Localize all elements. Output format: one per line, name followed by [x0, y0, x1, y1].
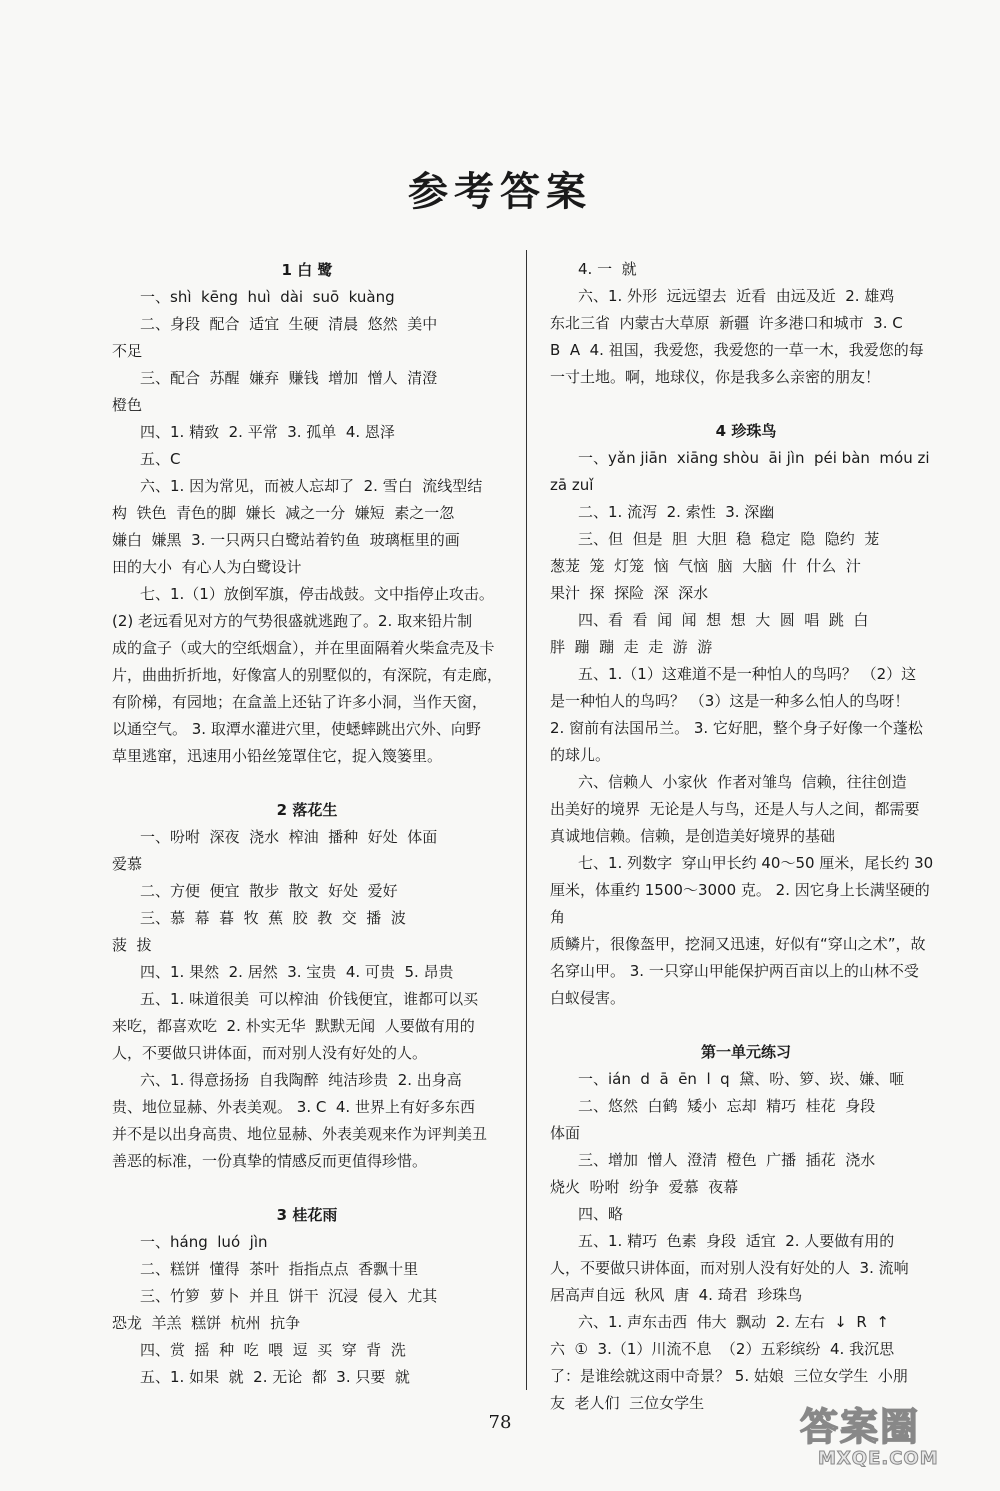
answer-line: 善恶的标准，一份真挚的情感反而更值得珍惜。	[112, 1152, 428, 1170]
answer-line: 居高声自远 秋风 唐 4. 琦君 珍珠鸟	[550, 1286, 803, 1304]
answer-line: 片，曲曲折折地，好像富人的别墅似的，有深院，有走廊，	[112, 666, 503, 684]
section-title: 1 白 鹭	[281, 261, 333, 279]
answer-line: 三、竹箩 萝卜 并且 饼干 沉浸 侵入 尤其	[140, 1287, 438, 1305]
answer-line: 4. 一 就	[578, 260, 637, 278]
answer-line: 二、糕饼 懂得 茶叶 指指点点 香飘十里	[140, 1260, 419, 1278]
answer-line: 六、1. 因为常见，而被人忘却了 2. 雪白 流线型结	[140, 477, 483, 495]
answer-line: 五、1. 精巧 色素 身段 适宜 2. 人要做有用的	[578, 1232, 895, 1250]
section-body	[112, 824, 502, 1175]
answer-line: 一、yǎn jiān xiāng shòu āi jìn péi bàn móu zi	[578, 449, 930, 467]
section-title: 3 桂花雨	[276, 1206, 338, 1224]
answer-line: 六、1. 外形 远远望去 近看 由远及近 2. 雄鸡	[578, 287, 895, 305]
answer-line: 质鳞片，很像盔甲，挖洞又迅速，好似有“穿山之术”，故	[550, 935, 926, 953]
answer-line: 四、1. 果然 2. 居然 3. 宝贵 4. 可贵 5. 昂贵	[140, 963, 454, 981]
answer-line: 果汁 探 探险 深 深水	[550, 584, 709, 602]
section-title: 第一单元练习	[700, 1043, 791, 1061]
answer-line: 的球儿。	[550, 746, 611, 764]
answer-line: 来吃，都喜欢吃 2. 朴实无华 默默无闻 人要做有用的	[112, 1017, 475, 1035]
answer-line: 成的盒子（或大的空纸烟盒），并在里面隔着火柴盒壳及卡	[112, 639, 495, 657]
answer-line: 七、1.（1）放倒军旗，停击战鼓。文中指停止攻击。	[140, 585, 494, 603]
answer-line: 五、1. 如果 就 2. 无论 都 3. 只要 就	[140, 1368, 410, 1386]
answer-line: 三、增加 憎人 澄清 橙色 广播 插花 浇水	[578, 1151, 876, 1169]
page-title: 参考答案	[408, 168, 592, 215]
answer-line: 是一种怕人的鸟吗？ （3）这是一种多么怕人的鸟呀！	[550, 692, 910, 710]
answer-line: 五、1. 味道很美 可以榨油 价钱便宜，谁都可以买	[140, 990, 479, 1008]
section-1-bailu	[112, 256, 502, 770]
section-title: 4 珍珠鸟	[715, 422, 777, 440]
answer-line: 六、1. 得意扬扬 自我陶醉 纯洁珍贵 2. 出身高	[140, 1071, 462, 1089]
section-body	[112, 284, 502, 770]
section-3-guihuayu	[112, 1201, 502, 1391]
section-title: 2 落花生	[276, 801, 338, 819]
answer-line: 胖 蹦 蹦 走 走 游 游	[550, 638, 713, 656]
watermark-url: MXQE.COM	[818, 1448, 939, 1469]
answer-line: 爱慕	[112, 855, 143, 873]
answer-line: 二、方便 便宜 散步 散文 好处 爱好	[140, 882, 398, 900]
answer-line: 真诚地信赖。信赖，是创造美好境界的基础	[550, 827, 836, 845]
answer-line: 嫌白 嫌黑 3. 一只两只白鹭站着钓鱼 玻璃框里的画	[112, 531, 460, 549]
column-divider	[526, 250, 527, 1390]
answer-line: 白蚁侵害。	[550, 989, 626, 1007]
answer-line: 三、但 但是 胆 大胆 稳 稳定 隐 隐约 茏	[578, 530, 880, 548]
right-column	[550, 256, 942, 1417]
answer-line: 二、悠然 白鹤 矮小 忘却 精巧 桂花 身段	[578, 1097, 876, 1115]
answer-line: 草里逃窜，迅速用小铅丝笼罩住它，捉入篾篓里。	[112, 747, 443, 765]
answer-line: 构 铁色 青色的脚 嫌长 减之一分 嫌短 素之一忽	[112, 504, 455, 522]
section-2-luohuasheng	[112, 796, 502, 1175]
answer-line: 人，不要做只讲体面，而对别人没有好处的人。	[112, 1044, 428, 1062]
answer-line: 三、慕 幕 暮 牧 蕉 胶 教 交 播 波	[140, 909, 406, 927]
section-body	[550, 445, 942, 1012]
answer-line: 一寸土地。啊，地球仪，你是我多么亲密的朋友！	[550, 368, 881, 386]
section-3-continued	[550, 256, 942, 391]
answer-line: 了：是谁绘就这雨中奇景？ 5. 姑娘 三位女学生 小朋	[550, 1367, 908, 1385]
answer-line: 七、1. 列数字 穿山甲长约 40～50 厘米，尾长约 30	[578, 854, 934, 872]
answer-line: 以通空气。 3. 取潭水灌进穴里，使蟋蟀跳出穴外、向野	[112, 720, 481, 738]
answer-line: 一、吩咐 深夜 浇水 榨油 播种 好处 体面	[140, 828, 438, 846]
answer-line: 葱茏 笼 灯笼 恼 气恼 脑 大脑 什 什么 汁	[550, 557, 861, 575]
answer-line: 一、háng luó jìn	[140, 1233, 268, 1251]
answer-line: 四、1. 精致 2. 平常 3. 孤单 4. 恩泽	[140, 423, 395, 441]
answer-line: 橙色	[112, 396, 143, 414]
answer-line: 体面	[550, 1124, 581, 1142]
answer-line: 二、身段 配合 适宜 生硬 清晨 悠然 美中	[140, 315, 438, 333]
answer-line: 四、看 看 闻 闻 想 想 大 圆 唱 跳 白	[578, 611, 869, 629]
watermark-logo	[796, 1392, 986, 1482]
answer-line: 友 老人们 三位女学生	[550, 1394, 705, 1412]
section-body	[112, 1229, 502, 1391]
answer-line: 贵、地位显赫、外表美观。 3. C 4. 世界上有好多东西	[112, 1098, 475, 1116]
answer-line: (2) 老远看见对方的气势很盛就逃跑了。2. 取来铅片制	[112, 612, 473, 630]
answer-line: 厘米，体重约 1500～3000 克。 2. 因它身上长满坚硬的角	[550, 881, 930, 926]
answer-line: 六 ① 3.（1）川流不息 （2）五彩缤纷 4. 我沉思	[550, 1340, 895, 1358]
answer-line: 五、1.（1）这难道不是一种怕人的鸟吗？ （2）这	[578, 665, 917, 683]
section-unit1-practice	[550, 1038, 942, 1417]
answer-line: 一、shì kēng huì dài suō kuàng	[140, 288, 395, 306]
watermark-logo-text: 答案圈	[800, 1405, 921, 1449]
page-number: 78	[488, 1412, 512, 1433]
answer-line: 恐龙 羊羔 糕饼 杭州 抗争	[112, 1314, 301, 1332]
answer-line: 三、配合 苏醒 嫌弃 赚钱 增加 憎人 清澄	[140, 369, 438, 387]
answer-line: 不足	[112, 342, 143, 360]
answer-line: 五、C	[140, 450, 181, 468]
answer-line: 四、略	[578, 1205, 624, 1223]
answer-line: 一、ián d ā ēn l q 黛、吩、箩、崁、嫌、咂	[578, 1070, 905, 1088]
section-4-zhenzhuniao	[550, 417, 942, 1012]
answer-line: B A 4. 祖国，我爱您，我爱您的一草一木，我爱您的每	[550, 341, 924, 359]
answer-line: 人，不要做只讲体面，而对别人没有好处的人 3. 流响	[550, 1259, 909, 1277]
left-column	[112, 256, 502, 1391]
answer-line: 有阶梯，有园地；在盒盖上还钻了许多小洞，当作天窗，	[112, 693, 488, 711]
answer-line: 二、1. 流泻 2. 索性 3. 深幽	[578, 503, 775, 521]
answer-line: 出美好的境界 无论是人与鸟，还是人与人之间，都需要	[550, 800, 920, 818]
answer-line: 田的大小 有心人为白鹭设计	[112, 558, 302, 576]
answer-line: 四、赏 摇 种 吃 喂 逗 买 穿 背 洗	[140, 1341, 406, 1359]
answer-line: 烧火 吩咐 纷争 爱慕 夜幕	[550, 1178, 739, 1196]
answer-line: 名穿山甲。 3. 一只穿山甲能保护两百亩以上的山林不受	[550, 962, 919, 980]
answer-line: 菠 拔	[112, 936, 152, 954]
answer-line: 六、1. 声东击西 伟大 飘动 2. 左右 ↓ R ↑	[578, 1313, 889, 1331]
answer-line: zā zuǐ	[550, 476, 594, 494]
answer-line: 并不是以出身高贵、地位显赫、外表美观来作为评判美丑	[112, 1125, 488, 1143]
answer-line: 六、信赖人 小家伙 作者对雏鸟 信赖，往往创造	[578, 773, 907, 791]
answer-line: 东北三省 内蒙古大草原 新疆 许多港口和城市 3. C	[550, 314, 903, 332]
answer-line: 2. 窗前有法国吊兰。 3. 它好肥，整个身子好像一个蓬松	[550, 719, 923, 737]
section-body	[550, 1066, 942, 1417]
